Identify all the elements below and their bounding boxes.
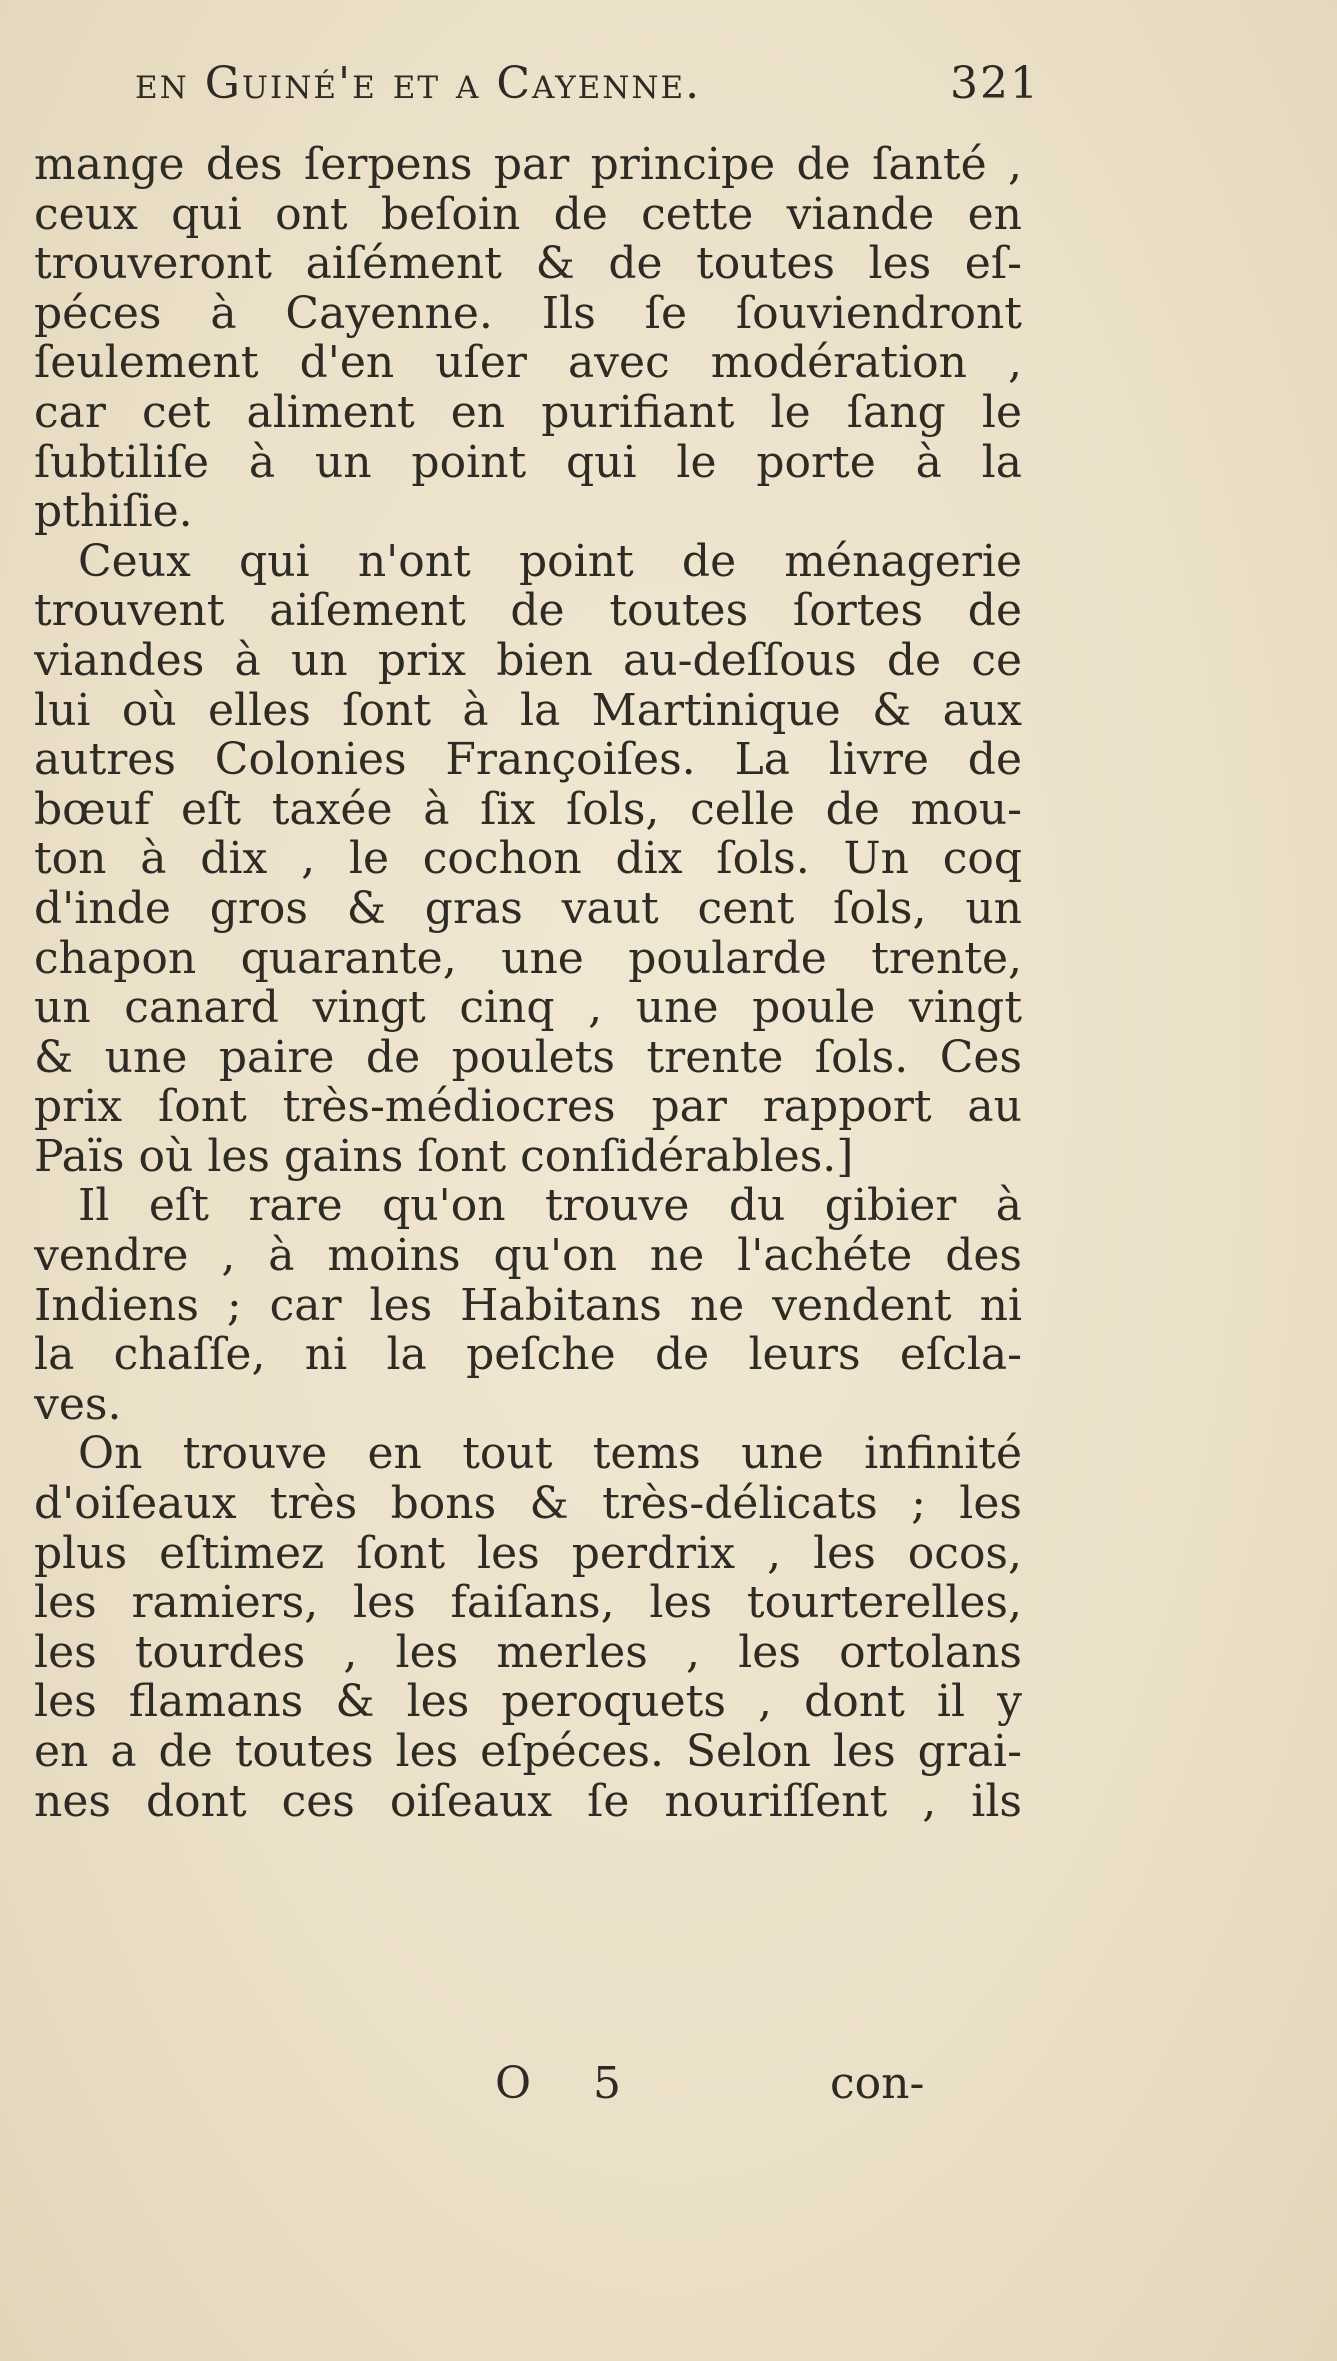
text-line: trouvent aiſement de toutes ſortes de — [34, 586, 1022, 636]
body-text — [34, 140, 1022, 1826]
text-line: Païs où les gains ſont conſidérables.] — [34, 1131, 854, 1182]
text-line: vendre , à moins qu'on ne l'achéte des — [34, 1231, 1022, 1281]
text-line: car cet aliment en purifiant le ſang le — [34, 387, 1022, 438]
text-line: nes dont ces oiſeaux ſe nouriſſent , ils — [34, 1776, 1022, 1827]
paragraph-start-line: Ceux qui n'ont point de ménagerie — [78, 536, 1022, 587]
text-line: prix ſont très-médiocres par rapport au — [34, 1082, 1022, 1132]
text-line: ſubtiliſe à un point qui le porte à la — [34, 437, 1022, 488]
text-line: péces à Cayenne. Ils ſe ſouviendront — [34, 288, 1022, 339]
text-line: en a de toutes les eſpéces. Selon les grai- — [34, 1727, 1022, 1777]
text-line: & une paire de poulets trente ſols. Ces — [34, 1032, 1022, 1083]
text-line: d'oiſeaux très bons & très-délicats ; les — [34, 1479, 1022, 1529]
text-line: mange des ſerpens par principe de ſanté , — [34, 140, 1022, 190]
text-line: pthiſie. — [34, 487, 193, 537]
text-line: chapon quarante, une poularde trente, — [34, 933, 1022, 984]
running-title: en Guiné'e et a Cayenne. — [135, 58, 702, 109]
page-footer — [0, 2058, 1337, 2114]
text-line: Indiens ; car les Habitans ne vendent ni — [34, 1280, 1022, 1331]
page-number: 321 — [950, 58, 1040, 109]
text-line: d'inde gros & gras vaut cent ſols, un — [34, 883, 1022, 934]
text-line: plus eſtimez ſont les perdrix , les ocos, — [34, 1528, 1022, 1579]
signature-mark: O 5 — [495, 2058, 646, 2109]
paragraph-start-line: Il eſt rare qu'on trouve du gibier à — [78, 1181, 1022, 1232]
text-line: autres Colonies Françoiſes. La livre de — [34, 735, 1022, 785]
text-line: un canard vingt cinq , une poule vingt — [34, 983, 1022, 1033]
running-header — [135, 58, 1040, 118]
text-line: les flamans & les peroquets , dont il y — [34, 1677, 1022, 1727]
text-line: ſeulement d'en uſer avec modération , — [34, 338, 1022, 388]
text-line: viandes à un prix bien au-deſſous de ce — [34, 635, 1022, 686]
text-line: la chaſſe, ni la peſche de leurs eſcla- — [34, 1330, 1022, 1380]
catchword: con- — [830, 2058, 925, 2109]
text-line: les tourdes , les merles , les ortolans — [34, 1627, 1022, 1678]
text-line: ves. — [34, 1379, 122, 1430]
text-line: lui où elles ſont à la Martinique & aux — [34, 685, 1022, 736]
text-line: bœuf eſt taxée à ſix ſols, celle de mou- — [34, 784, 1022, 835]
paragraph-start-line: On trouve en tout tems une infinité — [78, 1429, 1022, 1480]
text-line: ton à dix , le cochon dix ſols. Un coq — [34, 834, 1022, 884]
text-line: trouveront aiſément & de toutes les eſ- — [34, 239, 1022, 289]
text-line: les ramiers, les faiſans, les tourterelles, — [34, 1578, 1022, 1628]
text-line: ceux qui ont beſoin de cette viande en — [34, 189, 1022, 240]
